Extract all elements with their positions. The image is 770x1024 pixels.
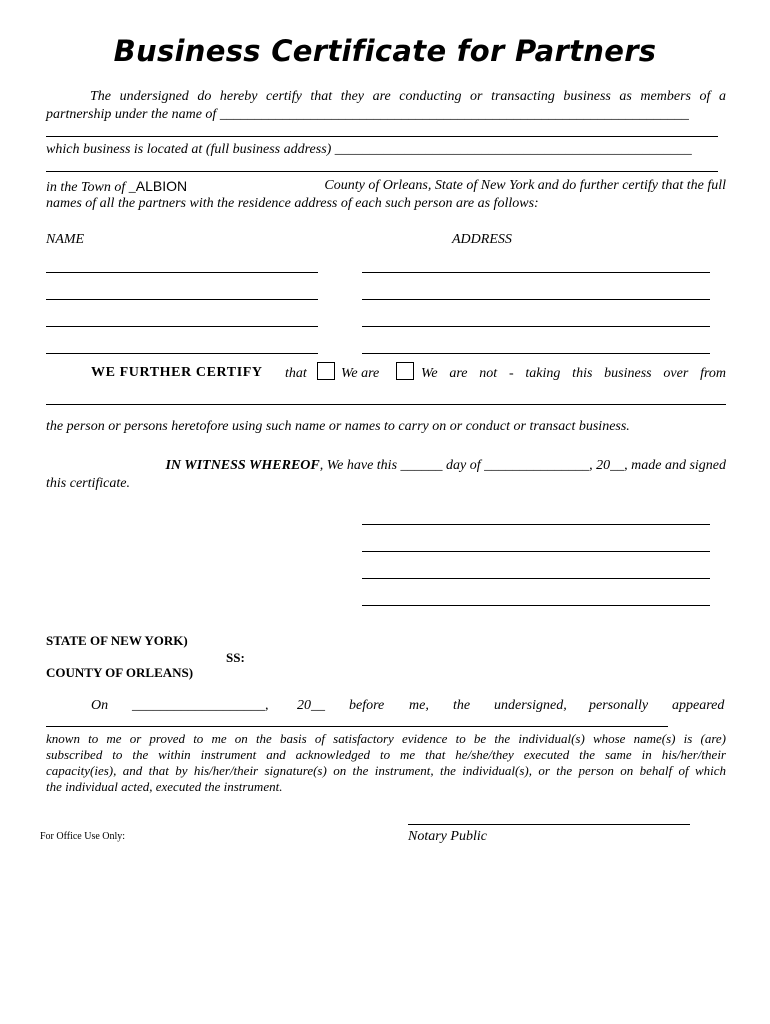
ack-line-6: the individual acted, executed the instrument. <box>46 779 283 794</box>
town-prefix: in the Town of _ <box>46 180 136 195</box>
venue-state: STATE OF NEW YORK) <box>46 633 188 648</box>
ack-line-4: subscribed to the within instrument and acknowledged to me that he/she/they executed the same in his/her/their <box>46 747 726 762</box>
ack-before: before <box>349 698 385 713</box>
partner-address-line[interactable] <box>362 353 710 354</box>
partner-name-line[interactable] <box>46 353 318 354</box>
page-title: Business Certificate for Partners <box>113 34 657 68</box>
partner-name-line[interactable] <box>46 299 318 300</box>
further-that: that <box>285 366 307 381</box>
ack-personally: personally <box>589 698 649 713</box>
appeared-name-line[interactable] <box>46 726 668 727</box>
ack-line-5: capacity(ies), and that by his/her/their signature(s) on the instrument, the individual(s), or the person on behalf of which <box>46 763 726 778</box>
county-text: County of Orleans, State of New York and do further certify that the full <box>324 178 726 193</box>
ack-appeared: appeared <box>672 698 725 713</box>
venue-county: COUNTY OF ORLEANS) <box>46 665 194 680</box>
business-address-field[interactable]: which business is located at (full business address) ___________________________________________________ <box>46 142 692 157</box>
signature-line[interactable] <box>362 578 710 579</box>
witness-date-field[interactable]: , We have this ______ day of _______________, 20__, made and signed <box>319 458 726 473</box>
ack-undersigned: undersigned, <box>494 698 567 713</box>
business-address-line-2[interactable] <box>46 171 718 172</box>
signature-line[interactable] <box>362 605 710 606</box>
witness-heading: IN WITNESS WHEREOF <box>165 458 320 473</box>
intro-line-1: The undersigned do hereby certify that they are conducting or transacting business as members of a <box>90 89 726 104</box>
signature-line[interactable] <box>362 551 710 552</box>
office-use-label: For Office Use Only: <box>40 831 126 842</box>
signature-line[interactable] <box>362 524 710 525</box>
partnership-name-line-2[interactable] <box>46 136 718 137</box>
ack-on: On <box>91 698 109 713</box>
town-value[interactable]: ALBION <box>135 178 188 194</box>
we-are-not-label: We are not - taking this business over from <box>421 366 726 381</box>
witness-line-1 <box>91 458 726 474</box>
name-column-label: NAME <box>46 232 85 247</box>
partner-address-line[interactable] <box>362 272 710 273</box>
further-certify-heading: WE FURTHER CERTIFY <box>91 365 263 380</box>
town-label <box>46 178 187 196</box>
venue-ss: SS: <box>226 650 245 665</box>
address-column-label: ADDRESS <box>452 232 512 247</box>
intro-line-7: names of all the partners with the residence address of each such person are as follows: <box>46 196 539 211</box>
ack-date-field[interactable]: ___________________, <box>132 698 269 713</box>
partner-name-line[interactable] <box>46 326 318 327</box>
ack-line-3: known to me or proved to me on the basis of satisfactory evidence to be the individual(s) whose name(s) is (are) <box>46 731 726 746</box>
notary-public-label: Notary Public <box>408 829 487 844</box>
partnership-name-field[interactable]: partnership under the name of ___________________________________________________________________ <box>46 107 689 122</box>
witness-line-2: this certificate. <box>46 476 130 491</box>
partner-address-line[interactable] <box>362 326 710 327</box>
we-are-label: We are <box>341 366 380 381</box>
notary-signature-line[interactable] <box>408 824 690 825</box>
partner-address-line[interactable] <box>362 299 710 300</box>
we-are-checkbox[interactable] <box>317 362 335 380</box>
ack-year-field[interactable]: 20__ <box>297 698 325 713</box>
ack-the: the <box>453 698 471 713</box>
further-line-2: the person or persons heretofore using such name or names to carry on or conduct or transact business. <box>46 419 630 434</box>
partner-name-line[interactable] <box>46 272 318 273</box>
previous-owner-line[interactable] <box>46 404 726 405</box>
ack-me: me, <box>409 698 429 713</box>
we-are-not-checkbox[interactable] <box>396 362 414 380</box>
